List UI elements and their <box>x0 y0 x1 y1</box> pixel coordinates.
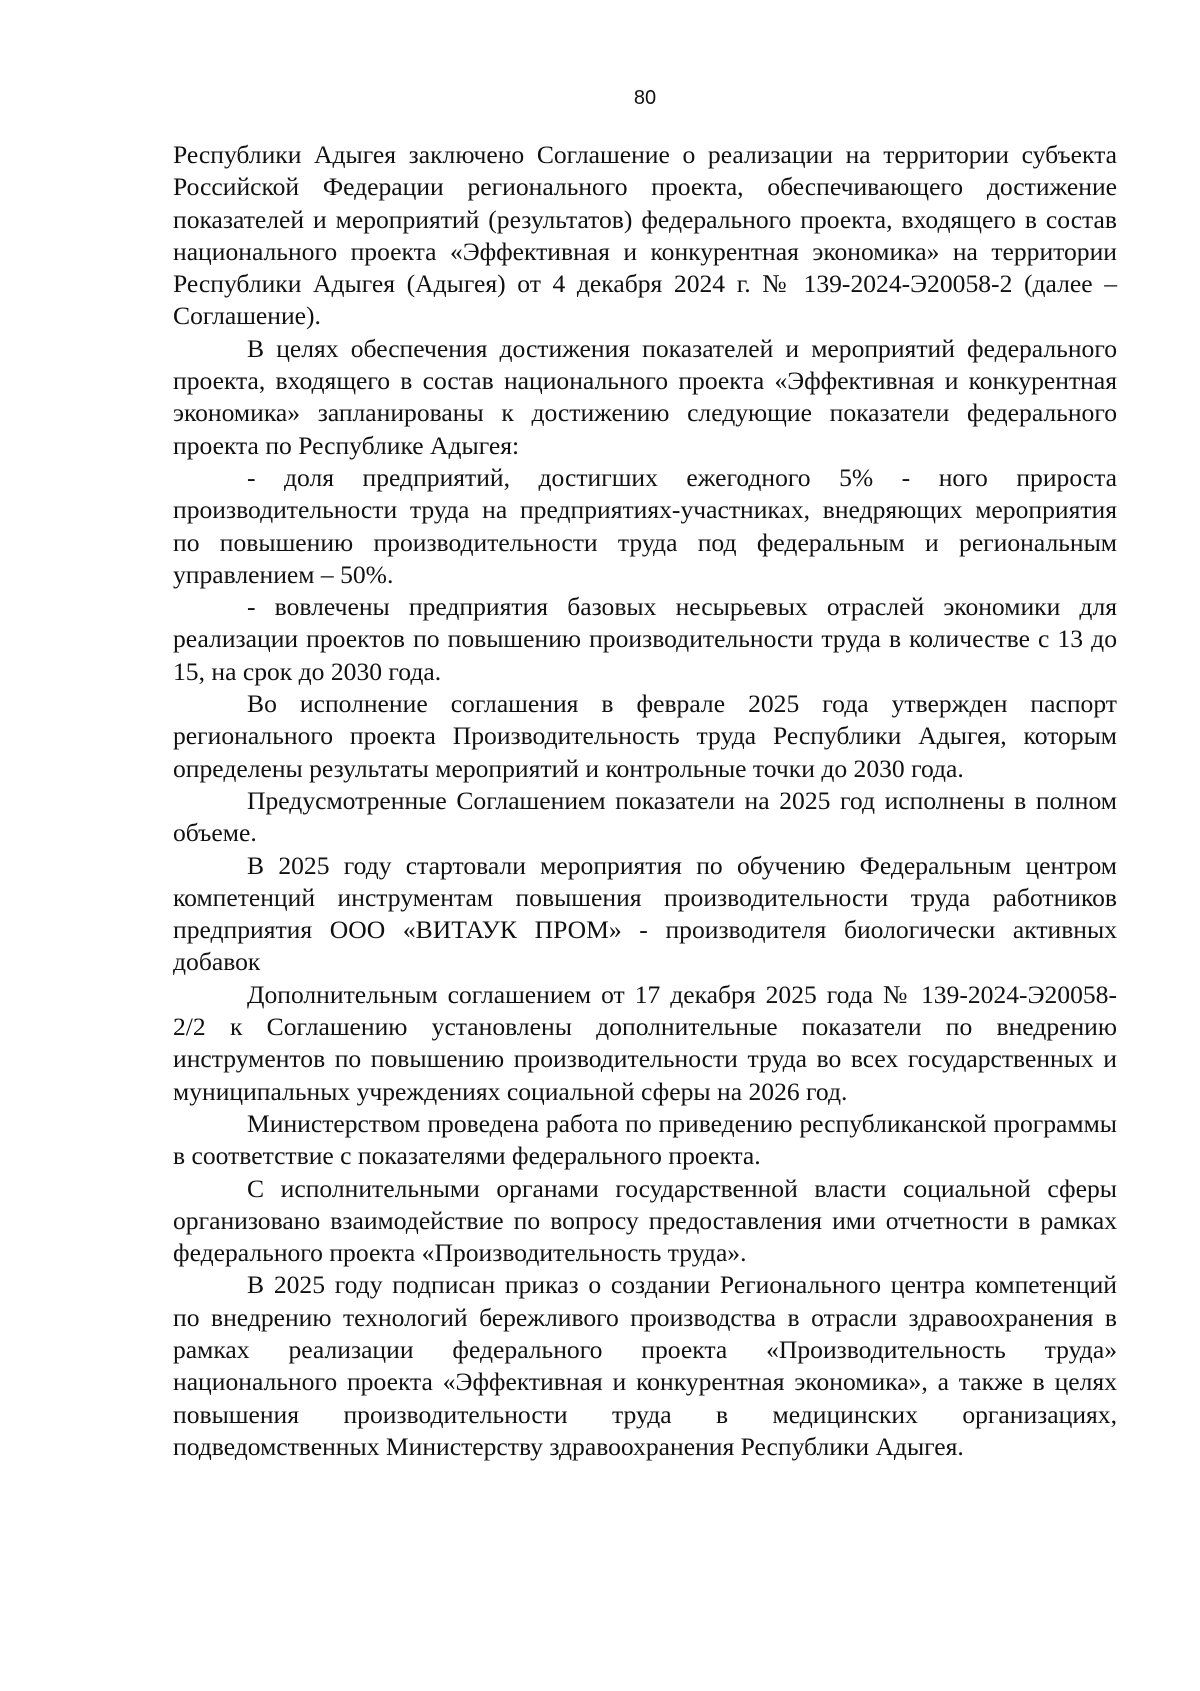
paragraph-fulfilled: Предусмотренные Соглашением показатели на 2025 год исполнены в полном объеме. <box>173 785 1117 848</box>
paragraph-additional-agreement: Дополнительным соглашением от 17 декабря 2025 года № 139-2024-Э20058-2/2 к Соглашению установлены дополнительные показатели по внедрению инструментов по повышению производительности труда во всех государственных и муниципальных учреждениях социальной сферы на 2026 год. <box>173 979 1117 1106</box>
paragraph-passport: Во исполнение соглашения в феврале 2025 года утвержден паспорт регионального проекта Производительность труда Республики Адыгея, которым определены результаты мероприятий и контрольные точки до 2030 года. <box>173 689 1117 783</box>
paragraph-agreement: Республики Адыгея заключено Соглашение о реализации на территории субъекта Российской Федерации регионального проекта, обеспечивающего достижение показателей и мероприятий (результатов) федерального проекта, входящего в состав национального проекта «Эффективная и конкурентная экономика» на территории Республики Адыгея (Адыгея) от 4 декабря 2024 г. № 139-2024-Э20058-2 (далее – Соглашение). <box>173 140 1117 331</box>
document-body <box>173 139 1117 1463</box>
page-number: 80 <box>633 87 657 109</box>
paragraph-training: В 2025 году стартовали мероприятия по обучению Федеральным центром компетенций инструментам повышения производительности труда работников предприятия ООО «ВИТАУК ПРОМ» - производителя биологически активных добавок <box>173 850 1117 977</box>
paragraph-interaction: С исполнительными органами государственной власти социальной сферы организовано взаимодействие по вопросу предоставления ими отчетности в рамках федерального проекта «Производительность труда». <box>173 1173 1117 1268</box>
paragraph-target-enterprises: - вовлечены предприятия базовых несырьевых отраслей экономики для реализации проектов по повышению производительности труда в количестве с 13 до 15, на срок до 2030 года. <box>173 592 1117 686</box>
paragraph-target-share: - доля предприятий, достигших ежегодного 5% - ного прироста производительности труда на предприятиях-участниках, внедряющих мероприятия по повышению производительности труда под федеральным и региональным управлением – 50%. <box>173 462 1117 589</box>
paragraph-targets-intro: В целях обеспечения достижения показателей и мероприятий федерального проекта, входящего в состав национального проекта «Эффективная и конкурентная экономика» запланированы к достижению следующие показатели федерального проекта по Республике Адыгея: <box>173 333 1117 460</box>
paragraph-competence-center: В 2025 году подписан приказ о создании Регионального центра компетенций по внедрению технологий бережливого производства в отрасли здравоохранения в рамках реализации федерального проекта «Производительность труда» национального проекта «Эффективная и конкурентная экономика», а также в целях повышения производительности труда в медицинских организациях, подведомственных Министерству здравоохранения Республики Адыгея. <box>173 1270 1117 1461</box>
paragraph-ministry-work: Министерством проведена работа по приведению республиканской программы в соответствие с показателями федерального проекта. <box>173 1108 1117 1171</box>
